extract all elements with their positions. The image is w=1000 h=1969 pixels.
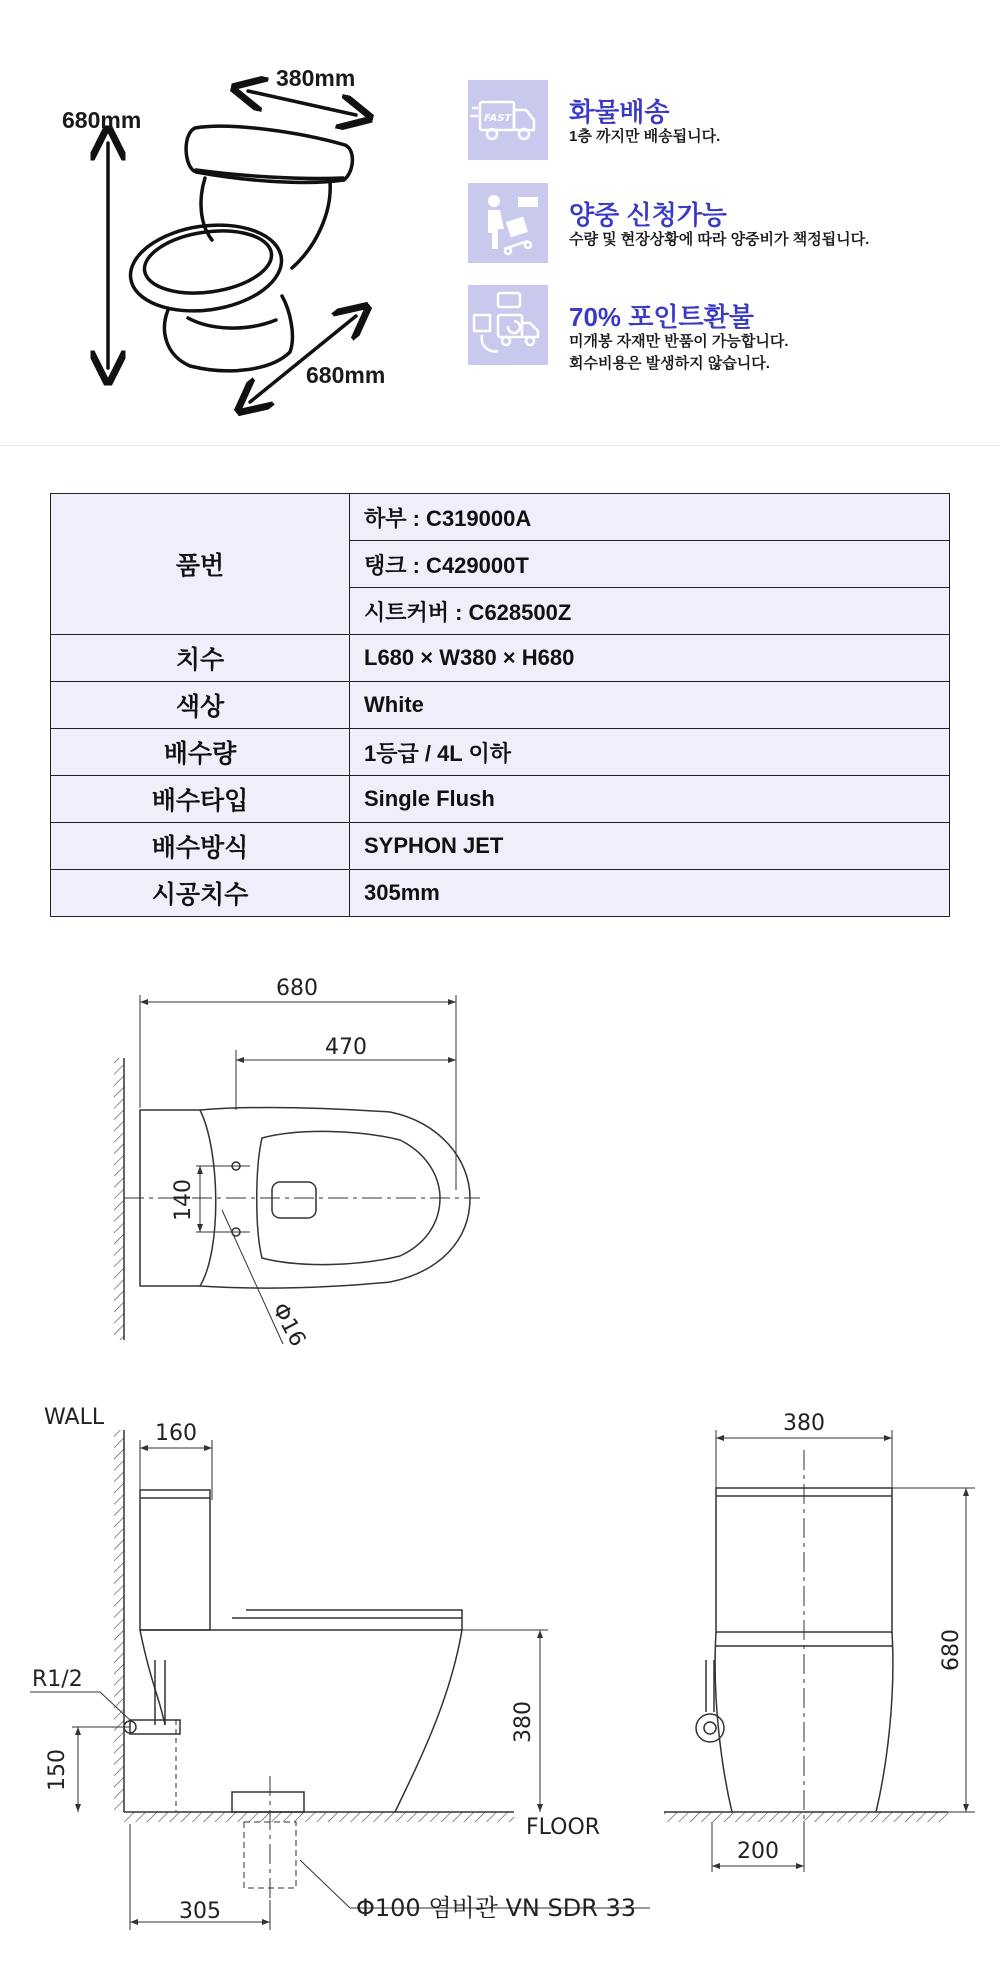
spec-label: 색상 bbox=[51, 682, 350, 729]
table-row bbox=[51, 823, 950, 870]
height-dimension: 680mm bbox=[62, 107, 142, 133]
top-view-spacing-label: 140 bbox=[171, 1179, 196, 1221]
spec-value: SYPHON JET bbox=[350, 823, 950, 870]
spec-value: 305mm bbox=[350, 870, 950, 917]
floor-label: FLOOR bbox=[526, 1815, 601, 1840]
front-view-width-label: 380 bbox=[783, 1411, 825, 1436]
spec-value: 시트커버 : C628500Z bbox=[350, 588, 950, 635]
spec-value: L680 × W380 × H680 bbox=[350, 635, 950, 682]
spec-label: 치수 bbox=[51, 635, 350, 682]
delivery-worker-icon bbox=[468, 183, 548, 263]
pipe-height-label: 150 bbox=[45, 1749, 70, 1791]
depth-dimension: 680mm bbox=[306, 362, 386, 388]
spec-label: 배수량 bbox=[51, 729, 350, 776]
spec-table bbox=[50, 493, 950, 917]
feature-desc: 수량 및 현장상황에 따라 양중비가 책정됩니다. bbox=[569, 231, 870, 248]
rough-in-label: 305 bbox=[179, 1899, 221, 1924]
svg-text:FAST: FAST bbox=[484, 113, 512, 124]
front-view-drawing bbox=[664, 1430, 975, 1872]
spec-value: Single Flush bbox=[350, 776, 950, 823]
wall-label: WALL bbox=[44, 1405, 105, 1430]
feature-title: 화물배송 bbox=[569, 97, 670, 127]
spec-value: 1등급 / 4L 이하 bbox=[350, 729, 950, 776]
fast-delivery-truck-icon bbox=[468, 80, 548, 160]
table-row bbox=[51, 682, 950, 729]
top-view-hole-label: Φ16 bbox=[266, 1299, 311, 1351]
product-hero bbox=[0, 0, 1000, 445]
spec-value: 하부 : C319000A bbox=[350, 494, 950, 541]
table-row bbox=[51, 870, 950, 917]
technical-drawings bbox=[0, 965, 1000, 1965]
spec-label: 시공치수 bbox=[51, 870, 350, 917]
spec-label: 배수방식 bbox=[51, 823, 350, 870]
spec-value: White bbox=[350, 682, 950, 729]
side-view-offset-label: 160 bbox=[155, 1421, 197, 1446]
feature-desc: 1층 까지만 배송됩니다. bbox=[569, 128, 721, 145]
bowl-height-label: 380 bbox=[511, 1701, 536, 1743]
feature-desc-line: 미개봉 자재만 반품이 가능합니다. bbox=[569, 333, 789, 350]
feature-lifting-service bbox=[468, 183, 988, 265]
top-view-length-label: 680 bbox=[276, 976, 318, 1001]
table-row bbox=[51, 776, 950, 823]
feature-title: 양중 신청가능 bbox=[569, 200, 727, 230]
width-dimension: 380mm bbox=[276, 65, 356, 91]
table-row bbox=[51, 729, 950, 776]
feature-freight-delivery bbox=[468, 80, 988, 162]
return-box-icon bbox=[468, 285, 548, 365]
table-row bbox=[51, 494, 950, 541]
side-view-drawing bbox=[30, 1430, 650, 1930]
top-view-center-label: 470 bbox=[325, 1035, 367, 1060]
section-divider bbox=[0, 445, 1000, 446]
feature-title: 70% 포인트환불 bbox=[569, 302, 754, 332]
feature-point-refund bbox=[468, 285, 988, 372]
spec-value: 탱크 : C429000T bbox=[350, 541, 950, 588]
table-row bbox=[51, 635, 950, 682]
front-view-base-label: 200 bbox=[737, 1839, 779, 1864]
top-view-drawing bbox=[114, 995, 480, 1344]
spec-label: 배수타입 bbox=[51, 776, 350, 823]
spec-label: 품번 bbox=[51, 494, 350, 635]
front-view-height-label: 680 bbox=[939, 1629, 964, 1671]
drain-pipe-label: Φ100 염비관 VN SDR 33 bbox=[356, 1894, 637, 1922]
feature-desc-line: 회수비용은 발생하지 않습니다. bbox=[569, 355, 770, 372]
feature-desc bbox=[569, 331, 789, 375]
pipe-label: R1/2 bbox=[32, 1667, 83, 1692]
